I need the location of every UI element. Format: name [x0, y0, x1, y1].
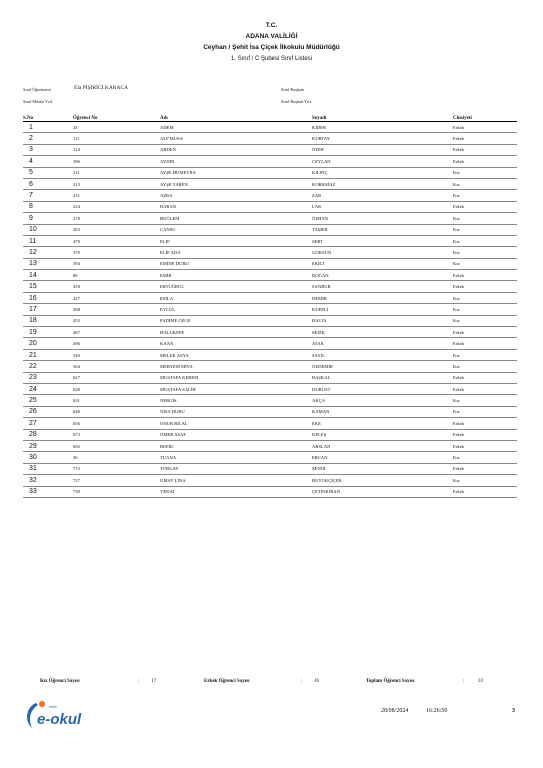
cell-sno: 21: [23, 349, 73, 360]
cell-surname: TAMER: [312, 224, 453, 235]
class-head-label: Sınıf Başkanı: [281, 87, 305, 92]
table-row: [23, 440, 517, 451]
cell-sno: 30: [23, 452, 73, 463]
cell-surname: AKÇA: [312, 395, 453, 406]
cell-student-no: 213: [73, 178, 160, 189]
cell-surname: BALTA: [312, 315, 453, 326]
cell-surname: ÇETİNKIRAN: [312, 486, 453, 497]
cell-surname: DOĞAN: [312, 270, 453, 281]
cell-sno: 12: [23, 247, 73, 258]
cell-gender: Kız: [453, 292, 517, 303]
cell-surname: SANBUR: [312, 281, 453, 292]
table-row: [23, 144, 517, 155]
cell-student-no: 231: [73, 190, 160, 201]
logo-text: e-okul: [37, 711, 82, 728]
col-header-gender: Cinsiyeti: [453, 115, 517, 122]
cell-gender: Kız: [453, 475, 517, 486]
cell-surname: EKİCİ: [312, 258, 453, 269]
cell-gender: Erkek: [453, 122, 517, 133]
cell-surname: ATAK: [312, 338, 453, 349]
cell-sno: 5: [23, 167, 73, 178]
cell-sno: 31: [23, 463, 73, 474]
cell-surname: LAK: [312, 201, 453, 212]
table-row: [23, 486, 517, 497]
cell-student-no: 549: [73, 349, 160, 360]
col-header-sno: S.No: [23, 115, 73, 122]
cell-student-no: 564: [73, 361, 160, 372]
cell-name: MUSTAFA KEREM: [160, 372, 312, 383]
cell-student-no: 730: [73, 486, 160, 497]
cell-student-no: 427: [73, 292, 160, 303]
table-row: [23, 190, 517, 201]
cell-sno: 20: [23, 338, 73, 349]
table-row: [23, 258, 517, 269]
cell-surname: ÖZER: [312, 144, 453, 155]
total-count-label: Toplam Öğrenci Sayısı: [366, 679, 415, 684]
cell-student-no: 111: [73, 133, 160, 144]
table-row: [23, 452, 517, 463]
cell-name: ONUR BİLAL: [160, 418, 312, 429]
cell-sno: 33: [23, 486, 73, 497]
cell-surname: KILINÇ: [312, 167, 453, 178]
table-row: [23, 463, 517, 474]
cell-sno: 15: [23, 281, 73, 292]
cell-sno: 22: [23, 361, 73, 372]
table-row: [23, 247, 517, 258]
cell-sno: 7: [23, 190, 73, 201]
cell-name: EYLÜL: [160, 304, 312, 315]
cell-surname: DURUST: [312, 383, 453, 394]
cell-gender: Kız: [453, 167, 517, 178]
table-row: [23, 270, 517, 281]
cell-name: FADİME ÖZGE: [160, 315, 312, 326]
total-count-value: 33: [478, 679, 483, 684]
cell-student-no: 628: [73, 383, 160, 394]
cell-surname: CEYLAN: [312, 156, 453, 167]
cell-student-no: 196: [73, 156, 160, 167]
cell-surname: DEMİR: [312, 292, 453, 303]
cell-gender: Erkek: [453, 201, 517, 212]
cell-gender: Erkek: [453, 144, 517, 155]
table-row: [23, 406, 517, 417]
col-header-student-no: Öğrenci No: [73, 115, 160, 122]
cell-student-no: 283: [73, 224, 160, 235]
table-row: [23, 281, 517, 292]
cell-student-no: 124: [73, 144, 160, 155]
cell-surname: ERCAN: [312, 452, 453, 463]
cell-surname: KORKMAZ: [312, 178, 453, 189]
cell-student-no: 692: [73, 440, 160, 451]
cell-gender: Kız: [453, 395, 517, 406]
table-row: [23, 349, 517, 360]
cell-sno: 1: [23, 122, 73, 133]
cell-gender: Erkek: [453, 270, 517, 281]
cell-name: NİSA DURU: [160, 406, 312, 417]
girls-separator: :: [138, 679, 140, 684]
header-school: Ceyhan / Şehit İsa Çiçek İlkokulu Müdürlüğü: [203, 44, 340, 51]
cell-sno: 32: [23, 475, 73, 486]
cell-gender: Erkek: [453, 486, 517, 497]
table-row: [23, 327, 517, 338]
cell-name: ESİLA: [160, 292, 312, 303]
cell-student-no: 43: [73, 122, 160, 133]
cell-student-no: 453: [73, 315, 160, 326]
cell-name: ADEM: [160, 122, 312, 133]
cell-sno: 18: [23, 315, 73, 326]
cell-sno: 3: [23, 144, 73, 155]
cell-surname: KİDER: [312, 122, 453, 133]
header-tc: T.C.: [265, 22, 278, 29]
cell-gender: Kız: [453, 361, 517, 372]
cell-surname: ÖZHAN: [312, 213, 453, 224]
col-header-surname: Soyadı: [312, 115, 453, 122]
cell-student-no: 80: [73, 270, 160, 281]
cell-surname: SEZİK: [312, 327, 453, 338]
table-row: [23, 178, 517, 189]
table-row: [23, 372, 517, 383]
table-row: [23, 292, 517, 303]
cell-surname: ŞENOL: [312, 463, 453, 474]
print-time: 16:26:50: [426, 708, 448, 714]
table-row: [23, 167, 517, 178]
cell-surname: GÖKSUN: [312, 247, 453, 258]
cell-surname: SAYIL: [312, 349, 453, 360]
cell-gender: Kız: [453, 235, 517, 246]
cell-gender: Erkek: [453, 383, 517, 394]
cell-student-no: 479: [73, 235, 160, 246]
cell-student-no: 673: [73, 429, 160, 440]
table-row: [23, 156, 517, 167]
student-table: [23, 115, 517, 498]
cell-sno: 27: [23, 418, 73, 429]
cell-name: HALUKEFE: [160, 327, 312, 338]
table-row: [23, 338, 517, 349]
cell-student-no: 467: [73, 327, 160, 338]
cell-name: TUANA: [160, 452, 312, 463]
cell-sno: 17: [23, 304, 73, 315]
table-row: [23, 201, 517, 212]
cell-student-no: 727: [73, 475, 160, 486]
cell-sno: 29: [23, 440, 73, 451]
cell-surname: ARSLAN: [312, 440, 453, 451]
cell-gender: Erkek: [453, 429, 517, 440]
cell-name: KAAN: [160, 338, 312, 349]
cell-gender: Erkek: [453, 418, 517, 429]
cell-sno: 10: [23, 224, 73, 235]
teacher-label: Sınıf Öğretmeni: [23, 87, 51, 92]
cell-surname: KAMAN: [312, 406, 453, 417]
cell-name: UMAY LİNA: [160, 475, 312, 486]
cell-gender: Kız: [453, 178, 517, 189]
table-row: [23, 224, 517, 235]
cell-name: ERTUĞRUL: [160, 281, 312, 292]
logo-dot-icon: [39, 701, 45, 707]
cell-gender: Kız: [453, 304, 517, 315]
cell-sno: 19: [23, 327, 73, 338]
cell-name: CANSU: [160, 224, 312, 235]
cell-student-no: 656: [73, 418, 160, 429]
page-number: 3: [512, 708, 515, 714]
eokul-logo: [22, 697, 102, 732]
cell-name: VEDAT: [160, 486, 312, 497]
cell-student-no: 627: [73, 372, 160, 383]
cell-gender: Erkek: [453, 440, 517, 451]
header-class-list: 1. Sınıf / C Şubesi Sınıf Listesi: [230, 56, 313, 62]
cell-surname: BAŞKAL: [312, 372, 453, 383]
cell-sno: 28: [23, 429, 73, 440]
cell-name: AYŞE YAREN: [160, 178, 312, 189]
girls-count-label: Kız Öğrenci Sayısı: [40, 679, 80, 684]
cell-name: BUĞLEM: [160, 213, 312, 224]
vice-principal-label: Sınıf Müdür Yrd.: [23, 99, 53, 104]
cell-sno: 14: [23, 270, 73, 281]
print-date: 28/08/2024: [381, 708, 409, 714]
cell-surname: KELEŞ: [312, 429, 453, 440]
cell-name: NERGİS: [160, 395, 312, 406]
cell-student-no: 648: [73, 406, 160, 417]
cell-surname: KURTAY: [312, 133, 453, 144]
cell-gender: Kız: [453, 315, 517, 326]
cell-gender: Erkek: [453, 372, 517, 383]
header-governorship: ADANA VALİLİĞİ: [245, 33, 298, 40]
cell-surname: ZAR: [312, 190, 453, 201]
cell-name: ARDEN: [160, 144, 312, 155]
cell-sno: 16: [23, 292, 73, 303]
cell-surname: KUPELİ: [312, 304, 453, 315]
cell-gender: Kız: [453, 247, 517, 258]
cell-name: MERYEM MİVA: [160, 361, 312, 372]
cell-name: ALP MUSA: [160, 133, 312, 144]
table-row: [23, 315, 517, 326]
cell-student-no: 234: [73, 201, 160, 212]
cell-student-no: 496: [73, 338, 160, 349]
cell-sno: 13: [23, 258, 73, 269]
cell-surname: EKE: [312, 418, 453, 429]
table-row: [23, 122, 517, 133]
total-separator: :: [463, 679, 465, 684]
table-row: [23, 361, 517, 372]
girls-count-value: 17: [151, 679, 156, 684]
cell-sno: 25: [23, 395, 73, 406]
boys-count-label: Erkek Öğrenci Sayısı: [204, 679, 250, 684]
table-row: [23, 429, 517, 440]
cell-surname: ÖZDEMİR: [312, 361, 453, 372]
table-row: [23, 133, 517, 144]
cell-name: EMİNE DURU: [160, 258, 312, 269]
cell-name: ELİF: [160, 235, 312, 246]
col-header-name: Adı: [160, 115, 312, 122]
table-row: [23, 383, 517, 394]
cell-name: EMİR: [160, 270, 312, 281]
cell-sno: 2: [23, 133, 73, 144]
cell-gender: Kız: [453, 224, 517, 235]
cell-sno: 11: [23, 235, 73, 246]
cell-gender: Kız: [453, 406, 517, 417]
cell-sno: 23: [23, 372, 73, 383]
cell-student-no: 36: [73, 452, 160, 463]
cell-name: AZRA: [160, 190, 312, 201]
cell-student-no: 631: [73, 395, 160, 406]
cell-name: BARAN: [160, 201, 312, 212]
table-row: [23, 418, 517, 429]
cell-name: AYDIN: [160, 156, 312, 167]
cell-name: ÖMER ASAF: [160, 429, 312, 440]
logo-meb-text: meb: [49, 704, 57, 709]
cell-sno: 24: [23, 383, 73, 394]
cell-surname: SERT: [312, 235, 453, 246]
cell-gender: Kız: [453, 213, 517, 224]
cell-student-no: 308: [73, 304, 160, 315]
cell-name: ELİF ADA: [160, 247, 312, 258]
cell-name: MELEK ASYA: [160, 349, 312, 360]
table-row: [23, 475, 517, 486]
class-vice-head-label: Sınıf Başkan Yrd.: [281, 99, 312, 104]
cell-student-no: 370: [73, 247, 160, 258]
cell-sno: 26: [23, 406, 73, 417]
cell-student-no: 394: [73, 258, 160, 269]
table-row: [23, 213, 517, 224]
teacher-value: Ela PİŞİRİCİ KARACA: [74, 85, 129, 91]
cell-gender: Erkek: [453, 133, 517, 144]
cell-name: TURGAY: [160, 463, 312, 474]
cell-gender: Kız: [453, 258, 517, 269]
cell-sno: 6: [23, 178, 73, 189]
table-row: [23, 235, 517, 246]
cell-name: MUSTAFA SALİH: [160, 383, 312, 394]
cell-gender: Erkek: [453, 281, 517, 292]
cell-gender: Erkek: [453, 338, 517, 349]
cell-gender: Kız: [453, 349, 517, 360]
cell-name: AYŞE HUMEYRA: [160, 167, 312, 178]
cell-gender: Erkek: [453, 463, 517, 474]
table-row: [23, 395, 517, 406]
cell-surname: BUYUKÇİÇEK: [312, 475, 453, 486]
cell-name: REFİK: [160, 440, 312, 451]
cell-student-no: 418: [73, 281, 160, 292]
boys-count-value: 16: [314, 679, 319, 684]
cell-gender: Erkek: [453, 156, 517, 167]
cell-sno: 9: [23, 213, 73, 224]
boys-separator: :: [301, 679, 303, 684]
cell-gender: Kız: [453, 190, 517, 201]
cell-gender: Kız: [453, 452, 517, 463]
cell-student-no: 211: [73, 167, 160, 178]
cell-sno: 4: [23, 156, 73, 167]
cell-student-no: 278: [73, 213, 160, 224]
table-row: [23, 304, 517, 315]
cell-gender: Erkek: [453, 327, 517, 338]
cell-student-no: 713: [73, 463, 160, 474]
cell-sno: 8: [23, 201, 73, 212]
